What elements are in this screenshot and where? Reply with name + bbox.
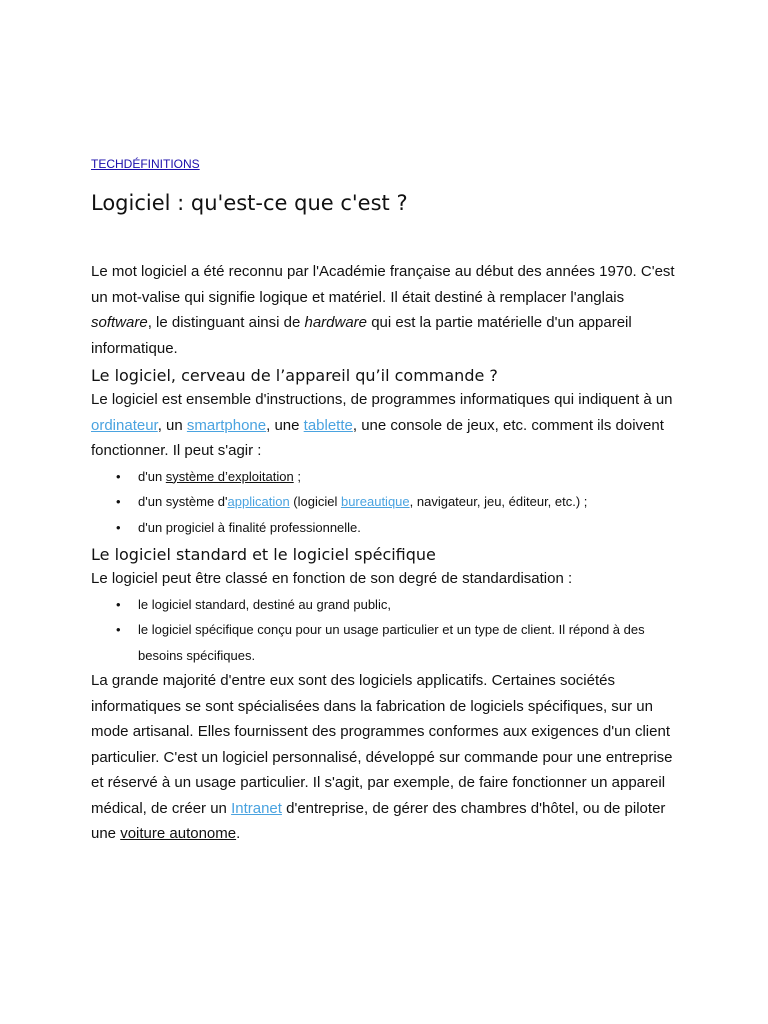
link-tablette[interactable]: tablette [303,416,353,434]
intro-text-1: Le mot logiciel a été reconnu par l'Académie française au début des années 1970. C'est un mot-valise qui signifie logique et matériel. Il était destiné à remplacer l'anglais [91,263,675,306]
article [91,155,681,847]
link-intranet[interactable]: Intranet [231,799,282,817]
section2-text-3: . [236,825,241,842]
list-item [116,617,681,668]
link-bureautique[interactable]: bureautique [340,494,410,509]
intro-em-hardware: hardware [304,314,368,331]
intro-text-3: qui est la partie matérielle d'un appareil informatique. [91,314,632,357]
list-item-text: d'un [138,468,166,484]
link-smartphone[interactable]: smartphone [186,416,267,434]
section2-text-1: La grande majorité d'entre eux sont des logiciels applicatifs. Certaines sociétés informatiques se sont spécialisées dans la fabrication de logiciels spécifiques, sur un mode artisanal. Elles fournissent des programmes conformes aux exigences d'un client particulier. C'est un logiciel personnalisé, développé sur commande pour une entreprise et réservé à un usage particulier. Il s'agit, par exemple, de faire fonctionner un appareil médical, de créer un [91,672,673,817]
link-ordinateur[interactable]: ordinateur [91,416,158,434]
list-item [116,464,681,490]
section-heading-cerveau: Le logiciel, cerveau de l’appareil qu’il commande ? [91,366,498,385]
list-item-text: (logiciel [289,494,341,509]
list-item-text: , navigateur, jeu, éditeur, etc.) ; [409,494,588,509]
intro-text-2: , le distinguant ainsi de [147,314,305,331]
section2-text-2: d'entreprise, de gérer des chambres d'hôtel, ou de piloter une [91,799,666,842]
list-item-text: d'un système d' [138,494,228,509]
intro-em-software: software [91,314,148,331]
link-systeme-exploitation[interactable]: système d’exploitation [165,468,294,484]
bullet-icon: • [116,468,121,484]
list-item [116,592,681,618]
bullet-icon: • [116,596,121,612]
list-item [116,489,681,515]
list-item-text: le logiciel spécifique conçu pour un usage particulier et un type de client. Il répond à des besoins spécifiques. [138,622,645,663]
list-item [116,515,681,541]
breadcrumb-link[interactable]: TECHDÉFINITIONS [91,157,200,171]
section1-text-1: Le logiciel est ensemble d'instructions, de programmes informatiques qui indiquent à un [91,391,673,408]
list-item-text: ; [293,468,301,484]
section1-text-4: , une console de jeux, etc. comment ils doivent fonctionner. Il peut s'agir : [91,416,664,459]
link-application[interactable]: application [227,494,290,509]
bullet-icon: • [116,519,121,535]
section-heading-standard-specifique: Le logiciel standard et le logiciel spécifique [91,545,436,564]
intro-paragraph [91,259,681,361]
section1-list [91,464,681,541]
section1-text-2: , un [157,416,187,434]
section1-text-3: , une [266,416,304,434]
bullet-icon: • [116,494,121,509]
page-title: Logiciel : qu'est-ce que c'est ? [91,191,408,215]
bullet-icon: • [116,622,121,637]
section2-paragraph-2 [91,668,681,847]
section2-list [91,592,681,669]
list-item-text: le logiciel standard, destiné au grand public, [138,596,391,612]
section1-paragraph [91,387,681,464]
list-item-text: d'un progiciel à finalité professionnelle. [138,519,361,535]
section2-paragraph-1: Le logiciel peut être classé en fonction de son degré de standardisation : [91,570,573,587]
link-voiture-autonome[interactable]: voiture autonome [120,825,237,842]
